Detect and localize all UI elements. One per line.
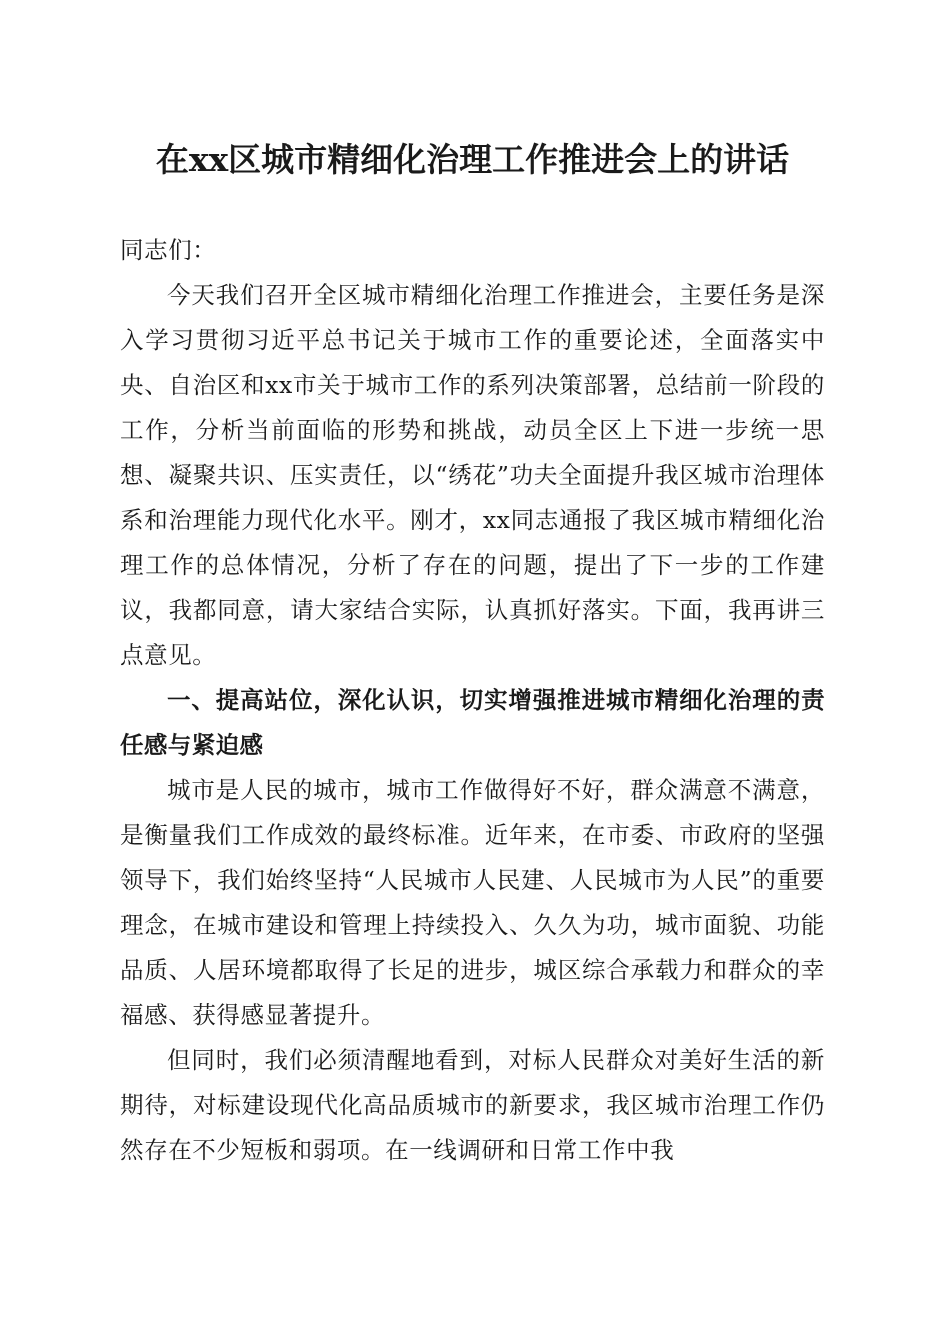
salutation: 同志们： [120, 236, 217, 264]
document-body [120, 228, 825, 1173]
section-heading-1: 一、提高站位，深化认识，切实增强推进城市精细化治理的责任感与紧迫感 [120, 686, 825, 759]
section1-paragraph-1: 城市是人民的城市，城市工作做得好不好，群众满意不满意，是衡量我们工作成效的最终标准。近年来，在市委、市政府的坚强领导下，我们始终坚持“人民城市人民建、人民城市为人民”的重要理念，在城市建设和管理上持续投入、久久为功，城市面貌、功能品质、人居环境都取得了长足的进步，城区综合承载力和群众的幸福感、获得感显著提升。 [120, 776, 825, 1029]
document-title: 在xx区城市精细化治理工作推进会上的讲话 [155, 140, 790, 179]
paragraph-intro: 今天我们召开全区城市精细化治理工作推进会，主要任务是深入学习贯彻习近平总书记关于城市工作的重要论述，全面落实中央、自治区和xx市关于城市工作的系列决策部署，总结前一阶段的工作，分析当前面临的形势和挑战，动员全区上下进一步统一思想、凝聚共识、压实责任，以“绣花”功夫全面提升我区城市治理体系和治理能力现代化水平。刚才，xx同志通报了我区城市精细化治理工作的总体情况，分析了存在的问题，提出了下一步的工作建议，我都同意，请大家结合实际，认真抓好落实。下面，我再讲三点意见。 [120, 281, 825, 669]
section1-paragraph-2: 但同时，我们必须清醒地看到，对标人民群众对美好生活的新期待，对标建设现代化高品质城市的新要求，我区城市治理工作仍然存在不少短板和弱项。在一线调研和日常工作中我 [120, 1046, 825, 1164]
